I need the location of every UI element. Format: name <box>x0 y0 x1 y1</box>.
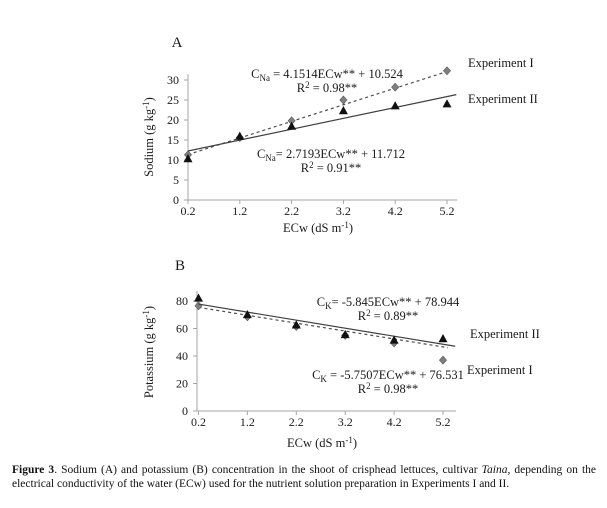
data-point-diamond <box>340 96 347 104</box>
y-tick-label: 0 <box>173 193 179 207</box>
data-point-triangle <box>339 106 348 114</box>
data-point-triangle <box>443 99 452 107</box>
x-tick-label: 4.2 <box>387 204 403 218</box>
y-axis-title: Sodium (g $kg^{-1}$) <box>141 97 156 177</box>
caption-figure-label: Figure 3 <box>12 464 55 476</box>
x-tick-label: 0.2 <box>180 204 196 218</box>
data-point-diamond <box>195 302 202 310</box>
legend-label: Experiment II <box>470 327 540 341</box>
y-tick-label: 0 <box>182 404 188 418</box>
caption-text-after-italic: depending on the electrical conductivity of the water (ECw) used for the nutrient solution preparation in Experiments I and II. <box>12 464 596 490</box>
data-point-diamond <box>392 83 399 91</box>
x-tick-label: 0.2 <box>191 415 206 429</box>
data-point-triangle <box>439 334 448 342</box>
data-point-diamond <box>443 67 450 75</box>
y-tick-label: 80 <box>176 294 188 308</box>
x-tick-label: 5.2 <box>439 204 455 218</box>
data-point-triangle <box>391 101 400 109</box>
caption-cultivar-italic: Taina, <box>481 464 511 476</box>
x-tick-label: 3.2 <box>337 415 353 429</box>
caption-text-before-italic: . Sodium (A) and potassium (B) concentration in the shoot of crisphead lettuces, cultivar <box>54 464 482 476</box>
data-point-triangle <box>292 320 301 328</box>
x-axis-title: ECw (dS $m^{-1}$) <box>286 435 358 450</box>
legend-label: Experiment I <box>468 56 534 70</box>
chart-panel-A <box>141 35 538 235</box>
x-tick-label: 2.2 <box>288 415 304 429</box>
x-tick-label: 1.2 <box>239 415 255 429</box>
y-tick-label: 20 <box>176 376 188 391</box>
r-squared-label: $R^2 = 0.89**$ <box>357 308 419 323</box>
y-tick-label: 60 <box>176 321 188 336</box>
figure-caption <box>12 463 596 491</box>
y-tick-label: 10 <box>167 153 179 167</box>
x-tick-label: 4.2 <box>386 415 402 429</box>
r-squared-label: $R^2 = 0.98**$ <box>357 381 419 396</box>
y-tick-label: 25 <box>167 93 179 107</box>
equation-label: $C_K = -5.7507ECw** + 76.531$ <box>312 368 464 384</box>
y-axis-title: Potassium (g $kg^{-1}$) <box>141 305 156 399</box>
r-squared-label: $R^2 = 0.98**$ <box>296 80 358 95</box>
trend-line-solid <box>188 95 456 151</box>
y-tick-label: 30 <box>167 73 179 87</box>
data-point-triangle <box>235 132 244 140</box>
panel-label: A <box>171 35 183 51</box>
r-squared-label: $R^2 = 0.91**$ <box>300 160 362 175</box>
y-tick-label: 5 <box>173 173 179 187</box>
equation-label: $C_{Na}= 2.7193ECw** + 11.712$ <box>256 147 406 163</box>
chart-panel-B <box>141 258 540 450</box>
legend-label: Experiment I <box>467 363 533 377</box>
legend-label: Experiment II <box>468 92 538 106</box>
equation-label: $C_{Na} = 4.1514ECw** + 10.524$ <box>251 67 403 83</box>
y-tick-label: 40 <box>176 349 188 363</box>
equation-label: $C_K= -5.845ECw** + 78.944$ <box>316 295 460 311</box>
data-point-triangle <box>194 293 203 301</box>
x-axis-title: ECw (dS $m^{-1}$) <box>282 220 354 235</box>
x-tick-label: 2.2 <box>284 204 300 218</box>
data-point-triangle <box>287 122 296 130</box>
data-point-diamond <box>439 356 446 364</box>
panel-label: B <box>174 258 186 274</box>
x-tick-label: 3.2 <box>335 204 351 218</box>
x-tick-label: 1.2 <box>232 204 248 218</box>
y-tick-label: 20 <box>167 113 179 127</box>
y-tick-label: 15 <box>167 133 179 147</box>
x-tick-label: 5.2 <box>435 415 451 429</box>
